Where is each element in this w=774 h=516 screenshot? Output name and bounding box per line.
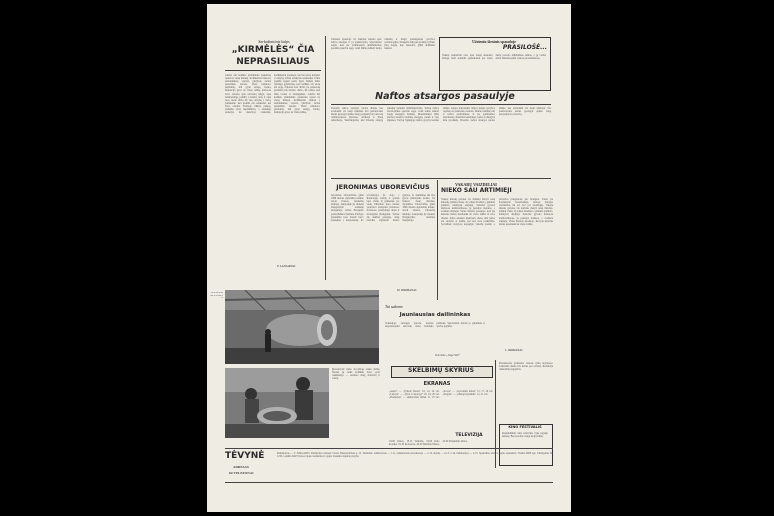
- left-story-headline-2: NEPRASILIAUS: [236, 57, 310, 67]
- column-rule: [325, 36, 326, 280]
- divider: [225, 448, 553, 449]
- top-mid-body: Užsienio spaudoje vis dažniau rašoma apie naftos atsargas ir jų paskirstymą. Specialistai teigia, kad per artimiausius dešimtmečius poreikis sparčiai augs, todėl būtina ieškoti naujų telkinių ir diegti pažangesnes gavybos technologijas. Daugelis šalių jau pradėjo tyrinėti jūrų dugną, kur, manoma, glūdi didžiuliai kiekiai.: [331, 38, 435, 51]
- divider: [225, 70, 321, 71]
- top-right-kicker: Užsienio šiesinis spaudoje: [472, 39, 516, 44]
- masthead-details: Redaktorius — V. JURGAITIS. Redakcijos adresas: Utena, Basanavičiaus g. 12. Telefonai: redaktoriaus — 2-11, redaktoriaus pavaduotojo — 2-12, skyrių — 2-13, 2-14, buhalterijos — 2-15. Spausdino Utenos rajono spaustuvė. Tiražas 9000 egz. Užsakymas Nr. 1234. Leidžia LKP Utenos rajono komitetas ir rajono Liaudies deputatų taryba.: [277, 452, 553, 459]
- left-story-kicker: Sarkaštattinis kalps: [258, 39, 290, 44]
- left-story-body: Ginčai dėl kolūkio pirmininko paskirties tęsėsi ne vieną mėnesį. Kolūkiečiai rinkosi į susirinkimus, svarstė, ginčijosi, tačiau sprendimo nerado. Vieni reikalavo permainų, kiti gynė senąją tvarką. Redakcija gavo ne vieną laišką, kuriuose buvo rašoma apie netvarką ūkyje, apie nerūpestingą požiūrį į bendrą turtą ir apie tuos, kurie dirba tik sau. Atvykę į vietą, pamatėme, kad padėtis dar sunkesnė, nei buvo rašoma. Fermoje trūksta pašarų, technika stovi neprižiūrėta, o atsakingi asmenys tik skėsčioja rankomis. Kolūkiečiai pasakoja, kad ne kartą kreipėsi į valdybą, tačiau atsakymo nesulaukė. Tokia padėtis negali tęstis ilgai. Reikia imtis ryžtingų priemonių, kad kolūkis vėl stotų ant kojų. Žmonės nori dirbti, jie pasiruošę prisidėti prie bendro darbo, tik reikia, kad būtų tvarka ir teisingumas. Ginčai dėl kolūkio pirmininko paskirties tęsėsi ne vieną mėnesį. Kolūkiečiai rinkosi į susirinkimus, svarstė, ginčijosi, tačiau sprendimo nerado. Vieni reikalavo permainų, kiti gynė senąją tvarką. Redakcija gavo ne vieną laišką.: [225, 74, 320, 115]
- newspaper-page: [207, 4, 571, 512]
- workers-photo: [225, 368, 329, 438]
- skelbimu-title: SKELBIMŲ SKYRIUS: [408, 367, 474, 374]
- divider: [331, 178, 551, 179]
- industrial-photo-caption: ▪▪▪ ▪▪ ▪▪▪▪ ▪▪ ▪▪▪ ▪▪▪▪ ▪▪ ▪▪▪ ▪▪▪▪ ▪▪ ▪▪: [210, 292, 223, 300]
- uborevicius-body: Jeronimas Uborevičius gimė 1896 metais Aptandrių kaime, netoli Utenos, valstiečių šeimoje. Jaunystėje jis mokėsi Dauguvpilio realinėje mokykloje, vėliau Petrapilio politechnikos institute. Pirmojo pasaulinio karo metais buvo pašauktas į kariuomenę. Po revoliucijos jis stojo į Raudonąją armiją ir greitai tapo vienu iš gabiausių jos vadų. Pilietinio karo metais vadovavo armijoms įvairiuose frontuose, pasižymėjo drąsa ir strateginiu įžvalgumu. Vėliau ėjo aukštas pareigas, daug nuveikė stiprinant krašto gynybą. Jo atminimas iki šiol gyvas gimtajame krašte, čia lankosi daug žmonių. Jeronimas Uborevičius gimė 1896 metais Aptandrių kaime, netoli Utenos, valstiečių šeimoje. Jaunystėje jis mokėsi Dauguvpilio realinėje mokykloje.: [331, 194, 435, 222]
- divider: [331, 104, 551, 105]
- televizija-listings: 18.00 Žinios. 18.15 Vaikams. 19.00 Kino kronika. 19.30 Koncertas. 20.30 Meninis filmas. 22.00 Paskutinės žinios.: [389, 440, 468, 447]
- artimieji-headline: NIEKO SAU ARTIMIEJI: [441, 187, 512, 194]
- left-story-signature: P. LANSARTAS: [277, 264, 296, 268]
- masthead-phones-label: IR TELEFONAI: [229, 471, 254, 475]
- naftos-body: Pasaulio naftos atsargos nuolat didėja, nes atrandami vis nauji telkiniai. Per pastaruosius metus geologai aptiko daug perspektyvių vietovių Artimuosiuose Rytuose, Afrikoje ir Pietų Amerikoje. Skaičiuojama, kad žinomų atsargų pakaktų keliems dešimtmečiams. Tačiau naftos suvartojimas sparčiai auga, todėl reikia ieškoti naujų energijos šaltinių. Mokslininkai siūlo plačiau naudoti atominę energiją, saulės ir vėjo jėgaines. Tarybų Sąjungoje naftos gavyba kasmet didėja, naujos naftotiekio linijos jungia gavybos rajonus su pramonės centrais. Didelę reikšmę turi ir naftos perdirbimas: iš jos gaminamos plastmasės, sintetinis kaučiukas, trąšos ir daugybė kitų produktų. Pasaulio naftos atsargos nuolat didėja, nes atrandami vis nauji telkiniai. Per pastaruosius metus geologai aptiko daug perspektyvių vietovių.: [331, 107, 551, 123]
- dailininkas-kicker: Tai sakome: [385, 304, 403, 309]
- dailininkas-headline: Jauniausias dailininkas: [399, 312, 471, 318]
- naftos-headline: Naftos atsargos pasaulyje: [375, 91, 515, 102]
- divider: [225, 482, 553, 483]
- column-rule: [437, 180, 438, 300]
- masthead-address-label: ADRESAS: [233, 465, 249, 469]
- ekranas-listings: „Aušra" — „Tylusis Donas" 10, 12, 14 val. „Lietuva" — „Vyrai ir moterys" 16, 18, 20 val. „Pionierius" — animaciniai filmai 11, 13 val. „Kovas" — „Gyvenimo kelias" 15, 17, 19 val. „Pergalė" — „Mažoji išpažintis" 12, 21 val.: [389, 390, 493, 400]
- right-bottom-notes: Prenumerata priimama visuose ryšių skyriuose. Laikraštis išeina tris kartus per savaitę. Redakcija rankraščių negrąžina.: [499, 362, 553, 372]
- ekranas-heading: EKRANAS: [423, 381, 451, 387]
- top-right-headline: PRASILOŠĖ...: [502, 44, 547, 51]
- uborevicius-headline: JERONIMAS UBOREVIČIUS: [336, 183, 430, 191]
- masthead-logo: TĖVYNĖ: [225, 451, 265, 461]
- workers-photo-image: [225, 368, 329, 438]
- dailininkas-source: Iš žurnalo „Junge Welt“: [435, 354, 461, 357]
- festival-heading: KINO FESTIVALIS: [508, 425, 542, 429]
- left-story-headline-1: „KIRMĖLĖS“ ČIA: [231, 45, 315, 55]
- artimieji-signature: L. BRIMANAS: [505, 348, 523, 352]
- workers-photo-caption: Moksleiviai darbo stovykloje renka derlių. Šiemet jų talka kolūkiui buvo ypač reikšminga — surinkta daug daržovių ir vaisių.: [332, 368, 380, 381]
- artimieji-kicker: VAKARŲ VAIZDELIAI: [455, 182, 497, 187]
- uborevicius-signature: M. BIRIMANAS: [397, 288, 417, 292]
- top-right-body: Vakarų laikraščiai rašo apie naują skandalą biržoje. Keli stambūs spekuliantai per vieną dieną prarado milžiniškas sumas, o jų vardai dabar linksniuojami visuose pranešimuose.: [442, 54, 546, 61]
- dailininkas-body: Vokietijoje surengta paroda, kurioje eksponuojami ketverių metų berniuko piešiniai. Specialistai stebisi jo gabumais ir spalvų pojūčiu.: [385, 322, 485, 329]
- industrial-photo: [225, 290, 379, 364]
- festival-body: Respublikinis kino festivalis vyks rugsėjo mėnesį. Bus parodyta daug naujų filmų.: [502, 432, 548, 439]
- industrial-photo-image: [225, 290, 379, 364]
- televizija-heading: TELEVIZIJA: [455, 433, 483, 438]
- artimieji-body: Vakarų miestų gatvėse vis dažniau matyti senų žmonių, paliktų vienų. Jų vaikai išvažiavo, giminės pamiršo, kaimynai abejingi. Senoliai gyvena mažuose kambarėliuose, jų pensijos menkos, o sveikata silpnėja. Viena moteris pasakojo, kad jau kelerius metus nesulaukė nė vieno laiško iš savo sūnaus. Kitas senukas kiekvieną dieną sėdi parke ant suolelio ir laukia, kol kas nors prakalbins. Socialinės tarnybos nepajėgia visiems padėti, o privačios prieglaudos per brangios. Tokia yra kasdienybė visuomenėje, kurioje žmogus vertinamas tik tol, kol yra naudingas. Vakarų miestų gatvėse vis dažniau matyti senų žmonių, paliktų vienų. Jų vaikai išvažiavo, giminės pamiršo, kaimynai abejingi. Senoliai gyvena mažuose kambarėliuose, jų pensijos menkos, o sveikata silpnėja. Viena moteris pasakojo, kad jau kelerius metus nesulaukė nė vieno laiško.: [441, 198, 553, 226]
